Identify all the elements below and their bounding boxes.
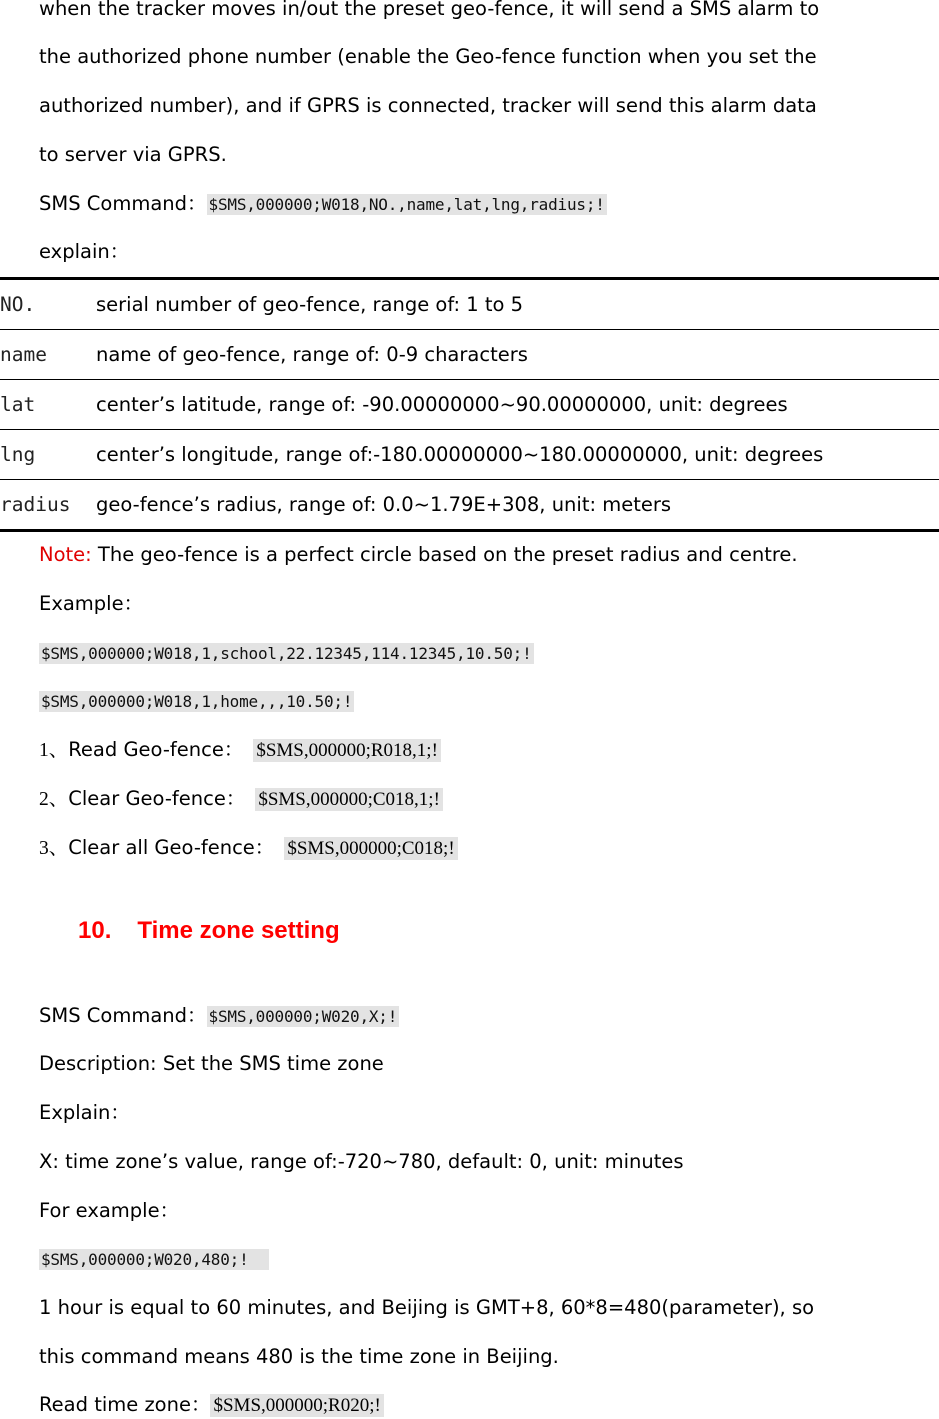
table-row — [0, 330, 939, 380]
op-number: 3 — [39, 838, 49, 859]
param-desc: center’s latitude, range of: -90.00000000~90.00000000, unit: degrees — [96, 393, 788, 416]
geofence-command-label: SMS Command： — [39, 192, 207, 215]
timezone-x-description: X: time zone’s value, range of:-720~780, default: 0, unit: minutes — [39, 1150, 684, 1173]
timezone-command-label: SMS Command： — [39, 1004, 207, 1027]
note-label: Note: — [39, 543, 92, 566]
op-clear-geofence — [39, 786, 443, 813]
op-label: 、Clear all Geo-fence： — [48, 836, 275, 859]
geofence-explain-label: explain： — [39, 240, 130, 263]
intro-line-3: authorized number), and if GPRS is connected, tracker will send this alarm data — [39, 94, 817, 117]
op-label: 、Read Geo-fence： — [48, 738, 244, 761]
note-line — [39, 542, 798, 568]
timezone-command-code: $SMS,000000;W020,X;! — [208, 1007, 398, 1026]
timezone-command-line — [39, 1003, 399, 1030]
op-number: 2 — [39, 789, 49, 810]
timezone-note-line-2: this command means 480 is the time zone in Beijing. — [39, 1345, 559, 1368]
geofence-command-line — [39, 191, 607, 218]
param-name: radius — [0, 493, 71, 516]
intro-line-4: to server via GPRS. — [39, 143, 227, 166]
example-line-1 — [39, 640, 534, 667]
param-desc: name of geo-fence, range of: 0-9 characters — [96, 343, 528, 366]
intro-line-1: when the tracker moves in/out the preset geo-fence, it will send a SMS alarm to — [39, 0, 820, 20]
intro-line-2: the authorized phone number (enable the Geo-fence function when you set the — [39, 45, 817, 68]
read-timezone-code: $SMS,000000;R020;! — [210, 1394, 383, 1417]
timezone-example-line — [39, 1246, 269, 1273]
geofence-command-code: $SMS,000000;W018,NO.,name,lat,lng,radius;! — [208, 195, 605, 214]
op-read-geofence — [39, 737, 441, 764]
op-code: $SMS,000000;C018,1;! — [255, 788, 443, 811]
example-code-1: $SMS,000000;W018,1,school,22.12345,114.12345,10.50;! — [41, 644, 532, 663]
example-label: Example： — [39, 592, 144, 615]
param-desc: center’s longitude, range of:-180.00000000~180.00000000, unit: degrees — [96, 443, 824, 466]
op-code: $SMS,000000;C018;! — [284, 837, 457, 860]
table-row — [0, 279, 939, 330]
timezone-example-code: $SMS,000000;W020,480;! — [41, 1250, 268, 1269]
timezone-note-line-1: 1 hour is equal to 60 minutes, and Beijing is GMT+8, 60*8=480(parameter), so — [39, 1296, 815, 1319]
table-row — [0, 480, 939, 531]
param-name: name — [0, 343, 47, 366]
op-code: $SMS,000000;R018,1;! — [253, 739, 441, 762]
timezone-explain-label: Explain： — [39, 1101, 130, 1124]
example-code-2: $SMS,000000;W018,1,home,,,10.50;! — [41, 692, 353, 711]
op-clear-all-geofence — [39, 835, 458, 862]
param-name: lat — [0, 393, 36, 416]
param-name: NO. — [0, 293, 36, 316]
table-row — [0, 380, 939, 430]
parameter-table — [0, 277, 939, 532]
read-timezone-line — [39, 1392, 384, 1419]
section-heading — [78, 917, 340, 945]
timezone-example-label: For example： — [39, 1199, 180, 1222]
example-line-2 — [39, 688, 354, 715]
op-number: 1 — [39, 740, 49, 761]
op-label: 、Clear Geo-fence： — [48, 787, 246, 810]
timezone-description: Description: Set the SMS time zone — [39, 1052, 384, 1075]
param-desc: serial number of geo-fence, range of: 1 to 5 — [96, 293, 524, 316]
section-title: Time zone setting — [137, 917, 340, 944]
note-text: The geo-fence is a perfect circle based on the preset radius and centre. — [91, 543, 798, 566]
section-number: 10. — [78, 917, 112, 944]
param-name: lng — [0, 443, 36, 466]
table-row — [0, 430, 939, 480]
param-desc: geo-fence’s radius, range of: 0.0~1.79E+308, unit: meters — [96, 493, 672, 516]
read-timezone-label: Read time zone： — [39, 1393, 211, 1416]
